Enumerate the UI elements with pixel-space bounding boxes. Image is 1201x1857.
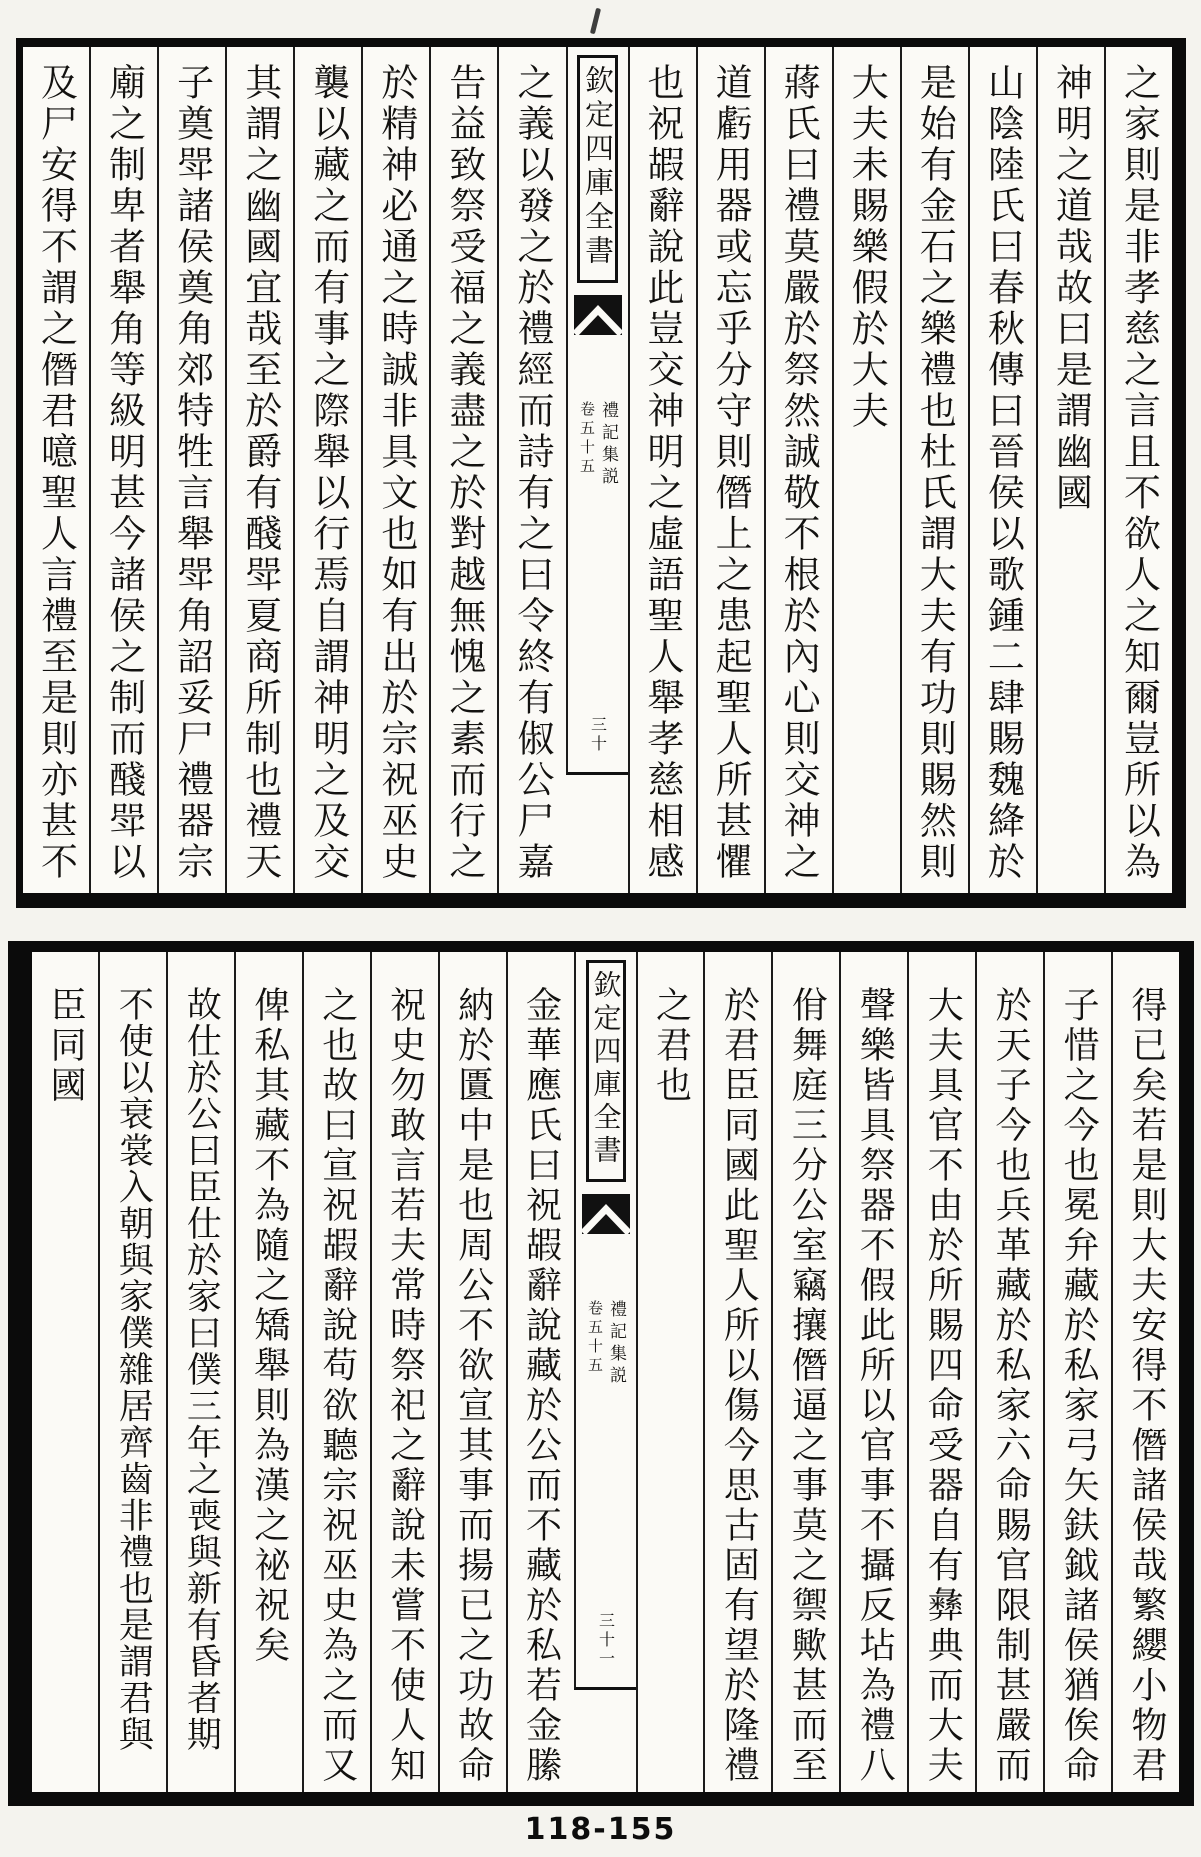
column-text: 大夫未賜樂假於大夫 xyxy=(845,63,889,432)
series-title: 欽定四庫全書 xyxy=(589,970,623,1168)
column-text: 大夫具官不由於所賜四命受器自有彝典而大夫 xyxy=(922,986,964,1786)
column-text: 神明之道哉故曰是謂幽國 xyxy=(1049,63,1093,514)
text-column xyxy=(636,952,704,1792)
column-text: 蔣氏曰禮莫嚴於祭然誠敬不根於內心則交神之 xyxy=(777,63,821,883)
column-text: 金華應氏曰祝嘏辭說藏於公而不藏於私若金縢 xyxy=(520,986,562,1786)
series-title-box xyxy=(577,55,618,283)
column-text: 也祝嘏辭說此豈交神明之虛語聖人舉孝慈相感 xyxy=(641,63,685,883)
text-column xyxy=(1104,47,1172,893)
column-text: 告益致祭受福之義盡之於對越無愧之素而行之 xyxy=(442,63,486,883)
folio-block-lower xyxy=(8,941,1194,1806)
column-text: 之家則是非孝慈之言且不欲人之知爾豈所以為 xyxy=(1117,63,1161,883)
text-column xyxy=(361,47,429,893)
column-text: 及尸安得不謂之僭君噫聖人言禮至是則亦甚不 xyxy=(34,63,78,883)
column-container-upper xyxy=(23,47,1172,893)
juan-label: 卷五十五 xyxy=(586,1300,604,1376)
page-number: 118-155 xyxy=(524,1812,677,1847)
column-text: 納於匱中是也周公不欲宣其事而揚已之功故命 xyxy=(452,986,494,1786)
series-title-box xyxy=(586,960,626,1182)
column-text: 子奠斝諸侯奠角郊特牲言舉斝角詔妥尸禮器宗 xyxy=(170,63,214,883)
column-text: 故仕於公曰臣仕於家曰僕三年之喪與新有昏者期 xyxy=(181,986,222,1753)
text-column xyxy=(89,47,157,893)
text-column xyxy=(900,47,968,893)
text-column xyxy=(32,952,98,1792)
text-column xyxy=(157,47,225,893)
column-text: 不使以衰裳入朝與家僕雜居齊齒非禮也是謂君與 xyxy=(113,986,154,1753)
text-column xyxy=(764,47,832,893)
text-column xyxy=(429,47,497,893)
column-text: 之也故曰宣祝嘏辭說苟欲聽宗祝巫史為之而又 xyxy=(316,986,358,1786)
juan-label: 卷五十五 xyxy=(578,401,596,477)
column-text: 祝史勿敢言若夫常時祭祀之辭說未嘗不使人知 xyxy=(384,986,426,1786)
book-title: 禮記集説 xyxy=(606,1300,626,1388)
text-column xyxy=(628,47,696,893)
column-text: 道虧用器或忘乎分守則僭上之患起聖人所甚懼 xyxy=(709,63,753,883)
text-column xyxy=(23,47,89,893)
column-text: 廟之制卑者舉角等級明甚今諸侯之制而醆斝以 xyxy=(102,63,146,883)
text-column xyxy=(1036,47,1104,893)
column-text: 於天子今也兵革藏於私家六命賜官限制甚嚴而 xyxy=(990,986,1032,1786)
column-text: 之君也 xyxy=(650,986,692,1106)
text-column xyxy=(438,952,506,1792)
text-column xyxy=(832,47,900,893)
title-column xyxy=(566,47,628,775)
text-column xyxy=(1043,952,1111,1792)
book-juan-labels xyxy=(579,401,616,489)
column-text: 子惜之今也冕弁藏於私家弓矢鈇鉞諸侯猶俟命 xyxy=(1058,986,1100,1786)
column-text: 得已矣若是則大夫安得不僭諸侯哉繁纓小物君 xyxy=(1126,986,1168,1786)
text-column xyxy=(506,952,574,1792)
folio-block-upper xyxy=(16,38,1186,908)
text-column xyxy=(696,47,764,893)
column-text: 是始有金石之樂禮也杜氏謂大夫有功則賜然則 xyxy=(913,63,957,883)
column-text: 於精神必通之時誠非具文也如有出於宗祝巫史 xyxy=(374,63,418,883)
text-column xyxy=(839,952,907,1792)
book-juan-labels xyxy=(587,1300,624,1388)
column-text: 俾私其藏不為隨之矯舉則為漢之祕祝矣 xyxy=(248,986,290,1666)
text-column xyxy=(497,47,565,893)
folio-number: 三十 xyxy=(588,716,608,754)
text-column xyxy=(975,952,1043,1792)
column-text: 佾舞庭三分公室竊攘僭逼之事莫之禦歟甚而至 xyxy=(786,986,828,1786)
text-column xyxy=(166,952,234,1792)
text-column xyxy=(302,952,370,1792)
text-column xyxy=(1111,952,1179,1792)
center-fold-mark xyxy=(590,8,601,34)
text-column xyxy=(234,952,302,1792)
book-title: 禮記集説 xyxy=(598,401,618,489)
text-column xyxy=(771,952,839,1792)
text-column xyxy=(225,47,293,893)
column-text: 山陰陸氏曰春秋傳曰晉侯以歌鍾二肆賜魏絳於 xyxy=(981,63,1025,883)
column-text: 聲樂皆具祭器不假此所以官事不攝反坫為禮八 xyxy=(854,986,896,1786)
seal-tab-icon xyxy=(582,1194,630,1234)
text-column xyxy=(370,952,438,1792)
text-column xyxy=(98,952,166,1792)
column-container-lower xyxy=(32,952,1179,1792)
column-text: 之義以發之於禮經而詩有之曰令終有俶公尸嘉 xyxy=(510,63,554,883)
seal-tab-icon xyxy=(574,295,622,335)
folio-number: 三十一 xyxy=(596,1612,616,1669)
column-text: 襲以藏之而有事之際舉以行焉自謂神明之及交 xyxy=(306,63,350,883)
series-title: 欽定四庫全書 xyxy=(581,65,615,269)
title-column xyxy=(574,952,636,1690)
text-column xyxy=(968,47,1036,893)
text-column xyxy=(703,952,771,1792)
column-text: 於君臣同國此聖人所以傷今思古固有望於隆禮 xyxy=(718,986,760,1786)
text-column xyxy=(907,952,975,1792)
column-text: 臣同國 xyxy=(44,986,86,1106)
text-column xyxy=(293,47,361,893)
column-text: 其謂之幽國宜哉至於爵有醆斝夏商所制也禮天 xyxy=(238,63,282,883)
